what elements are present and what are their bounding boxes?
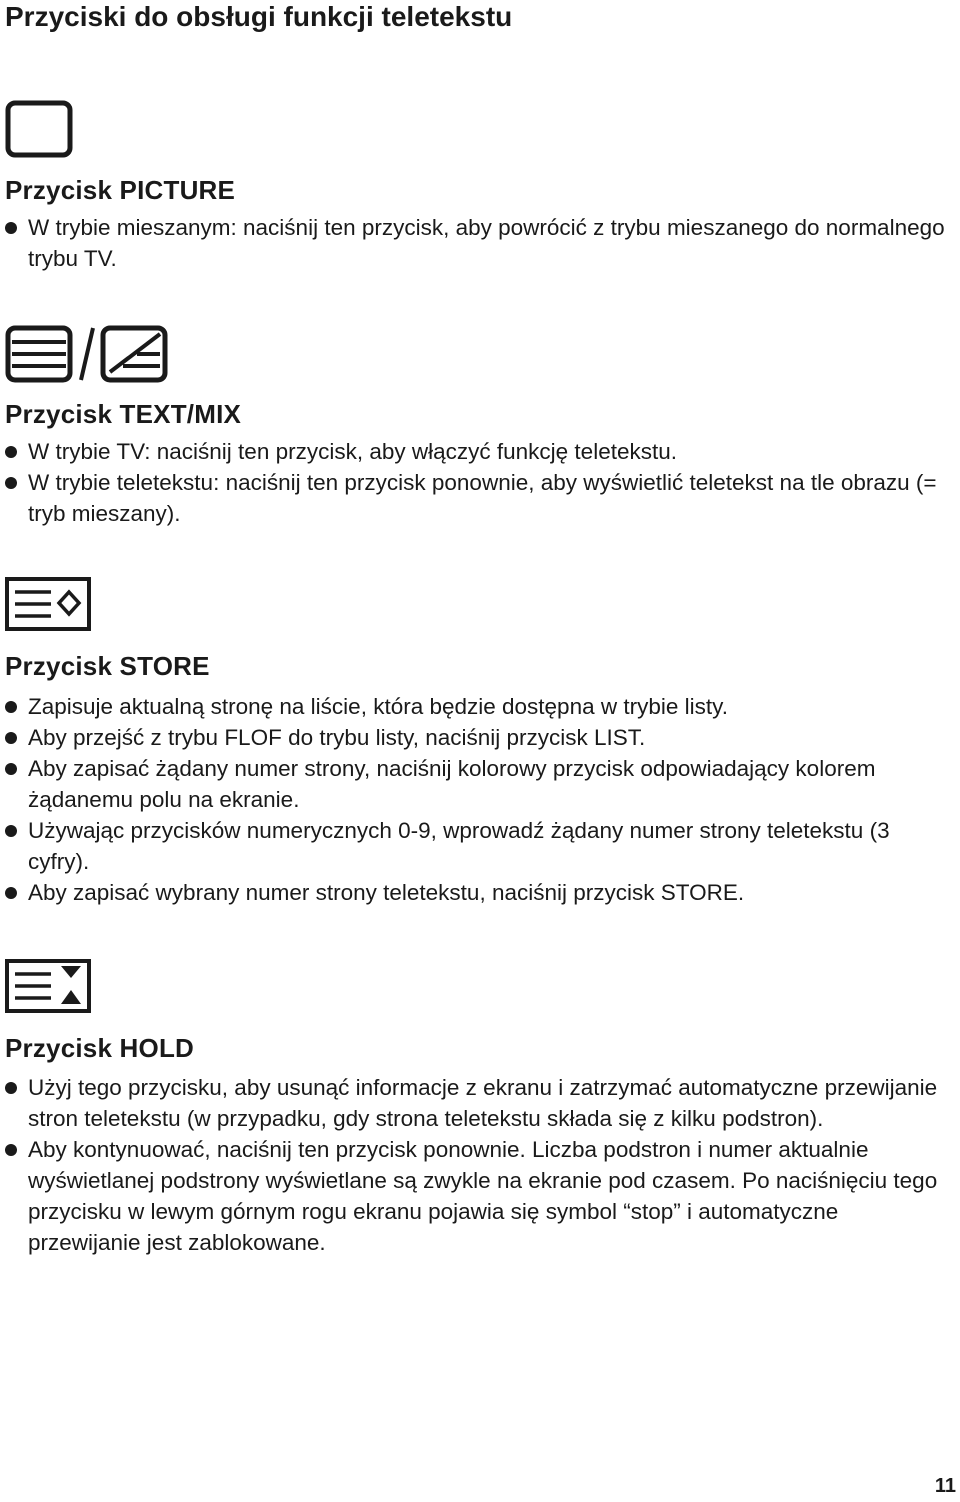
list-item: W trybie TV: naciśnij ten przycisk, aby włączyć funkcję teletekstu.: [5, 436, 955, 467]
bullet-list: [5, 1072, 955, 1258]
page-title: Przyciski do obsługi funkcji teletekstu: [5, 1, 513, 32]
hold-button-icon: [5, 958, 955, 1020]
list-item: Aby kontynuować, naciśnij ten przycisk ponownie. Liczba podstron i numer aktualnie wyświetlanej podstrony wyświetlane są zwykle na ekranie pod czasem. Po naciśnięciu tego przycisku w lewym górnym rogu ekranu pojawia się symbol “stop” i automatyczne przewijanie jest zablokowane.: [5, 1134, 955, 1258]
bullet-list: [5, 436, 955, 529]
section-hold: [5, 958, 955, 1258]
picture-button-icon: [5, 100, 955, 162]
list-item: Używając przycisków numerycznych 0-9, wprowadź żądany numer strony teletekstu (3 cyfry).: [5, 815, 955, 877]
section-title: Przycisk STORE: [5, 651, 210, 681]
store-button-icon: [5, 576, 955, 638]
list-item: Aby przejść z trybu FLOF do trybu listy, naciśnij przycisk LIST.: [5, 722, 955, 753]
bullet-list: [5, 691, 955, 908]
section-title: Przycisk PICTURE: [5, 175, 236, 205]
section-title: Przycisk TEXT/MIX: [5, 399, 242, 429]
list-item: W trybie teletekstu: naciśnij ten przycisk ponownie, aby wyświetlić teletekst na tle obrazu (= tryb mieszany).: [5, 467, 955, 529]
list-item: Aby zapisać żądany numer strony, naciśnij kolorowy przycisk odpowiadający kolorem żądanemu polu na ekranie.: [5, 753, 955, 815]
text-mix-button-icon: [5, 324, 955, 386]
bullet-list: [5, 212, 955, 274]
list-item: W trybie mieszanym: naciśnij ten przycisk, aby powrócić z trybu mieszanego do normalnego trybu TV.: [5, 212, 955, 274]
list-item: Użyj tego przycisku, aby usunąć informacje z ekranu i zatrzymać automatyczne przewijanie stron teletekstu (w przypadku, gdy strona teletekstu składa się z kilku podstron).: [5, 1072, 955, 1134]
section-text-mix: [5, 324, 955, 529]
section-picture: [5, 100, 955, 274]
list-item: Aby zapisać wybrany numer strony teletekstu, naciśnij przycisk STORE.: [5, 877, 955, 908]
list-item: Zapisuje aktualną stronę na liście, która będzie dostępna w trybie listy.: [5, 691, 955, 722]
page-number: 11: [934, 1475, 956, 1497]
section-store: [5, 576, 955, 908]
section-title: Przycisk HOLD: [5, 1033, 195, 1063]
